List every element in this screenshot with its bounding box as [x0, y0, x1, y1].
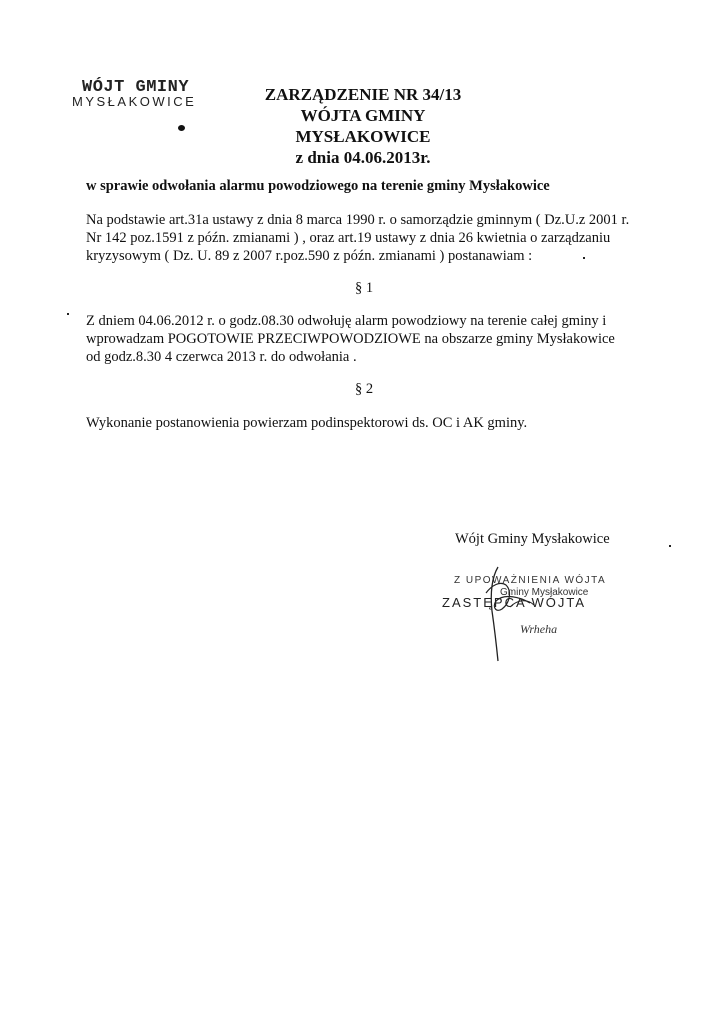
document-subject: w sprawie odwołania alarmu powodziowego na terenie gminy Mysłakowice — [86, 178, 550, 194]
signature-stamp — [440, 563, 620, 673]
signature-stamp-line3: ZASTĘPCA WÓJTA — [442, 595, 587, 610]
ink-dot — [178, 125, 185, 131]
section-2-line: Wykonanie postanowienia powierzam podinspektorowi ds. OC i AK gminy. — [86, 415, 528, 431]
signature-stamp-line2: Gminy Mysłakowice — [500, 587, 589, 598]
title-line-2: WÓJTA GMINY — [300, 106, 426, 125]
title-line-1: ZARZĄDZENIE NR 34/13 — [264, 85, 462, 104]
preamble-paragraph — [86, 211, 646, 265]
header-stamp-line2: MYSŁAKOWICE — [72, 94, 197, 109]
ink-mark — [669, 545, 671, 547]
header-stamp-line1: WÓJT GMINY — [82, 78, 190, 97]
signature-stamp-line4: Wrheha — [520, 622, 558, 636]
section-1-line: od godz.8.30 4 czerwca 2013 r. do odwołania . — [86, 349, 357, 365]
preamble-line: Na podstawie art.31a ustawy z dnia 8 marca 1990 r. o samorządzie gminnym ( Dz.U.z 2001 r. — [86, 212, 630, 228]
signer-title: Wójt Gminy Mysłakowice — [455, 531, 610, 547]
preamble-line: Nr 142 poz.1591 z późn. zmianami ) , oraz art.19 ustawy z dnia 26 kwietnia o zarządzaniu — [86, 230, 611, 246]
section-2-mark: § 2 — [355, 381, 374, 397]
title-line-3: MYSŁAKOWICE — [295, 127, 431, 146]
section-1-line: Z dniem 04.06.2012 r. o godz.08.30 odwołuję alarm powodziowy na terenie całej gminy i — [86, 313, 607, 329]
section-2-paragraph — [86, 414, 646, 432]
signature-stamp-line1: Z UPOWAŻNIENIA WÓJTA — [454, 575, 607, 586]
preamble-line: kryzysowym ( Dz. U. 89 z 2007 r.poz.590 z późn. zmianami ) postanawiam : — [86, 248, 533, 264]
section-1-mark: § 1 — [355, 280, 374, 296]
section-1-paragraph — [86, 312, 646, 366]
ink-mark — [583, 257, 585, 259]
title-line-4: z dnia 04.06.2013r. — [295, 148, 431, 167]
handwritten-signature — [440, 563, 620, 673]
document-title — [238, 84, 488, 168]
ink-mark — [67, 313, 69, 315]
section-1-line: wprowadzam POGOTOWIE PRZECIWPOWODZIOWE na obszarze gminy Mysłakowice — [86, 331, 615, 347]
